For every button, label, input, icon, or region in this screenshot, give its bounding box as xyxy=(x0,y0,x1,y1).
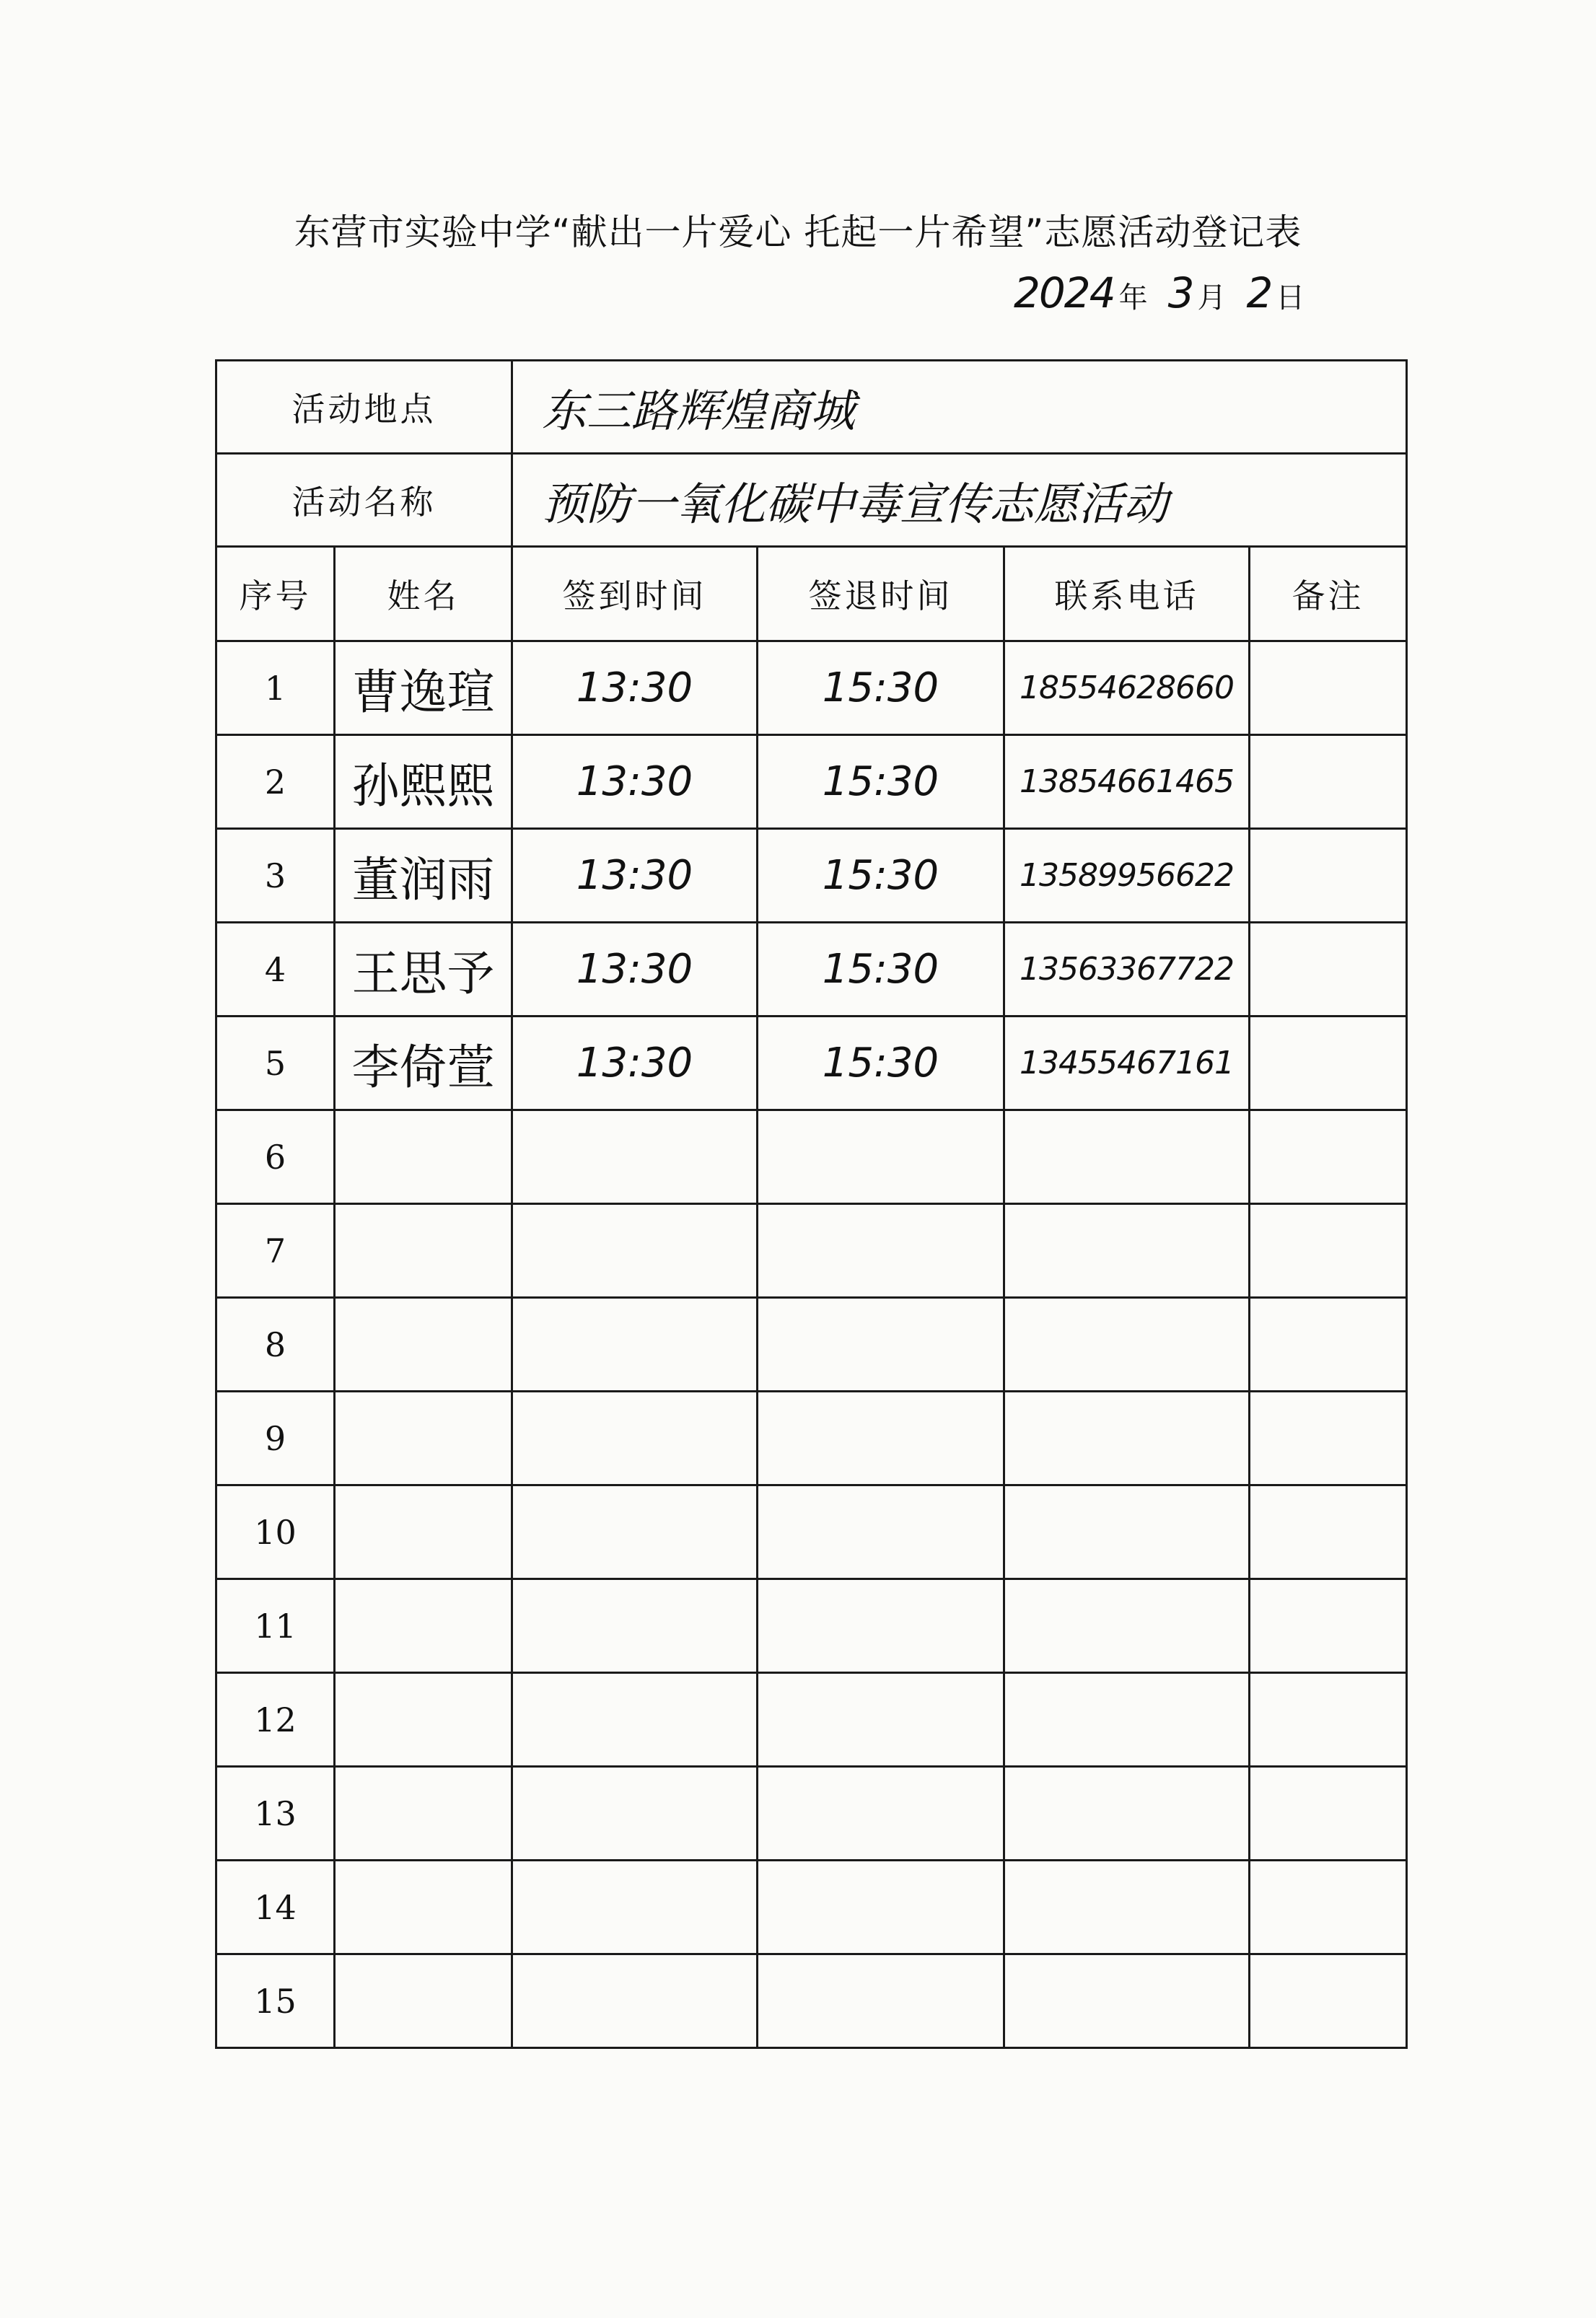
row-note xyxy=(1250,735,1407,829)
row-number: 9 xyxy=(216,1392,335,1485)
row-name xyxy=(335,1298,512,1392)
row-name: 曹逸瑄 xyxy=(335,641,512,735)
table-row xyxy=(216,1579,1407,1673)
table-row xyxy=(216,923,1407,1017)
row-phone: 18554628660 xyxy=(1004,641,1250,735)
row-phone: 13854661465 xyxy=(1004,735,1250,829)
header-note: 备注 xyxy=(1250,547,1407,641)
row-phone xyxy=(1004,1767,1250,1861)
table-row xyxy=(216,1954,1407,2048)
row-sign-in-time xyxy=(512,1954,758,2048)
row-name xyxy=(335,1392,512,1485)
row-note xyxy=(1250,1110,1407,1204)
row-note xyxy=(1250,1298,1407,1392)
row-sign-out-time xyxy=(758,1298,1004,1392)
table-row xyxy=(216,1017,1407,1110)
header-no: 序号 xyxy=(216,547,335,641)
row-number: 6 xyxy=(216,1110,335,1204)
row-sign-in-time xyxy=(512,1485,758,1579)
row-sign-out-time: 15:30 xyxy=(758,1017,1004,1110)
row-name xyxy=(335,1954,512,2048)
row-phone: 13589956622 xyxy=(1004,829,1250,923)
table-header xyxy=(216,547,1407,641)
row-sign-in-time xyxy=(512,1579,758,1673)
row-number: 1 xyxy=(216,641,335,735)
table-row xyxy=(216,1485,1407,1579)
row-note xyxy=(1250,641,1407,735)
row-name: 董润雨 xyxy=(335,829,512,923)
row-phone xyxy=(1004,1579,1250,1673)
row-sign-out-time xyxy=(758,1579,1004,1673)
table-row xyxy=(216,1110,1407,1204)
row-sign-out-time xyxy=(758,1485,1004,1579)
row-sign-out-time: 15:30 xyxy=(758,735,1004,829)
row-sign-out-time xyxy=(758,1861,1004,1954)
row-name xyxy=(335,1110,512,1204)
row-note xyxy=(1250,1954,1407,2048)
table-row xyxy=(216,1298,1407,1392)
table-row xyxy=(216,1767,1407,1861)
row-sign-in-time: 13:30 xyxy=(512,829,758,923)
table-row xyxy=(216,1392,1407,1485)
row-note xyxy=(1250,1673,1407,1767)
row-phone xyxy=(1004,1673,1250,1767)
row-name xyxy=(335,1579,512,1673)
row-sign-out-time xyxy=(758,1767,1004,1861)
row-note xyxy=(1250,1861,1407,1954)
table-row xyxy=(216,829,1407,923)
date-year-unit: 年 xyxy=(1118,281,1148,315)
row-phone xyxy=(1004,1485,1250,1579)
row-number: 3 xyxy=(216,829,335,923)
row-sign-in-time xyxy=(512,1392,758,1485)
table-row xyxy=(216,735,1407,829)
row-number: 2 xyxy=(216,735,335,829)
row-name xyxy=(335,1861,512,1954)
row-note xyxy=(1250,1204,1407,1298)
row-number: 4 xyxy=(216,923,335,1017)
form-date xyxy=(1014,268,1325,317)
table-row xyxy=(216,641,1407,735)
row-phone: 13563367722 xyxy=(1004,923,1250,1017)
row-note xyxy=(1250,829,1407,923)
row-number: 10 xyxy=(216,1485,335,1579)
row-sign-out-time: 15:30 xyxy=(758,923,1004,1017)
header-phone: 联系电话 xyxy=(1004,547,1250,641)
row-sign-in-time: 13:30 xyxy=(512,735,758,829)
row-sign-in-time: 13:30 xyxy=(512,641,758,735)
row-name: 李倚萱 xyxy=(335,1017,512,1110)
header-sign-in: 签到时间 xyxy=(512,547,758,641)
row-phone: 13455467161 xyxy=(1004,1017,1250,1110)
header-sign-out: 签退时间 xyxy=(758,547,1004,641)
date-year: 2024 xyxy=(1014,268,1115,317)
row-name xyxy=(335,1673,512,1767)
registration-table xyxy=(215,359,1408,2049)
activity-name-value: 预防一氧化碳中毒宣传志愿活动 xyxy=(512,454,1407,547)
row-note xyxy=(1250,1392,1407,1485)
location-value: 东三路辉煌商城 xyxy=(512,361,1407,454)
row-sign-out-time xyxy=(758,1673,1004,1767)
row-sign-in-time xyxy=(512,1298,758,1392)
row-number: 11 xyxy=(216,1579,335,1673)
row-phone xyxy=(1004,1298,1250,1392)
row-note xyxy=(1250,1485,1407,1579)
row-phone xyxy=(1004,1861,1250,1954)
date-day: 2 xyxy=(1246,268,1272,317)
row-sign-out-time xyxy=(758,1110,1004,1204)
location-row xyxy=(216,361,1407,454)
row-sign-out-time: 15:30 xyxy=(758,829,1004,923)
row-number: 14 xyxy=(216,1861,335,1954)
row-sign-out-time xyxy=(758,1204,1004,1298)
row-sign-in-time xyxy=(512,1861,758,1954)
row-number: 12 xyxy=(216,1673,335,1767)
activity-name-label: 活动名称 xyxy=(216,454,512,547)
header-name: 姓名 xyxy=(335,547,512,641)
location-label: 活动地点 xyxy=(216,361,512,454)
row-number: 8 xyxy=(216,1298,335,1392)
row-name xyxy=(335,1485,512,1579)
row-note xyxy=(1250,923,1407,1017)
row-note xyxy=(1250,1579,1407,1673)
row-sign-out-time xyxy=(758,1392,1004,1485)
row-name xyxy=(335,1767,512,1861)
row-sign-in-time xyxy=(512,1204,758,1298)
row-sign-in-time: 13:30 xyxy=(512,1017,758,1110)
row-sign-out-time: 15:30 xyxy=(758,641,1004,735)
row-phone xyxy=(1004,1392,1250,1485)
row-note xyxy=(1250,1767,1407,1861)
date-month-unit: 月 xyxy=(1197,281,1227,315)
row-sign-in-time: 13:30 xyxy=(512,923,758,1017)
row-name: 孙熙熙 xyxy=(335,735,512,829)
row-number: 5 xyxy=(216,1017,335,1110)
activity-name-row xyxy=(216,454,1407,547)
row-phone xyxy=(1004,1954,1250,2048)
table-row xyxy=(216,1204,1407,1298)
row-number: 7 xyxy=(216,1204,335,1298)
form-title: 东营市实验中学“献出一片爱心 托起一片希望”志愿活动登记表 xyxy=(294,211,1302,253)
row-phone xyxy=(1004,1204,1250,1298)
date-month: 3 xyxy=(1167,268,1193,317)
row-number: 13 xyxy=(216,1767,335,1861)
table-row xyxy=(216,1861,1407,1954)
table-row xyxy=(216,1673,1407,1767)
row-sign-in-time xyxy=(512,1673,758,1767)
row-sign-in-time xyxy=(512,1767,758,1861)
row-number: 15 xyxy=(216,1954,335,2048)
row-name: 王思予 xyxy=(335,923,512,1017)
row-sign-in-time xyxy=(512,1110,758,1204)
date-day-unit: 日 xyxy=(1276,281,1305,315)
row-phone xyxy=(1004,1110,1250,1204)
row-name xyxy=(335,1204,512,1298)
row-sign-out-time xyxy=(758,1954,1004,2048)
row-note xyxy=(1250,1017,1407,1110)
